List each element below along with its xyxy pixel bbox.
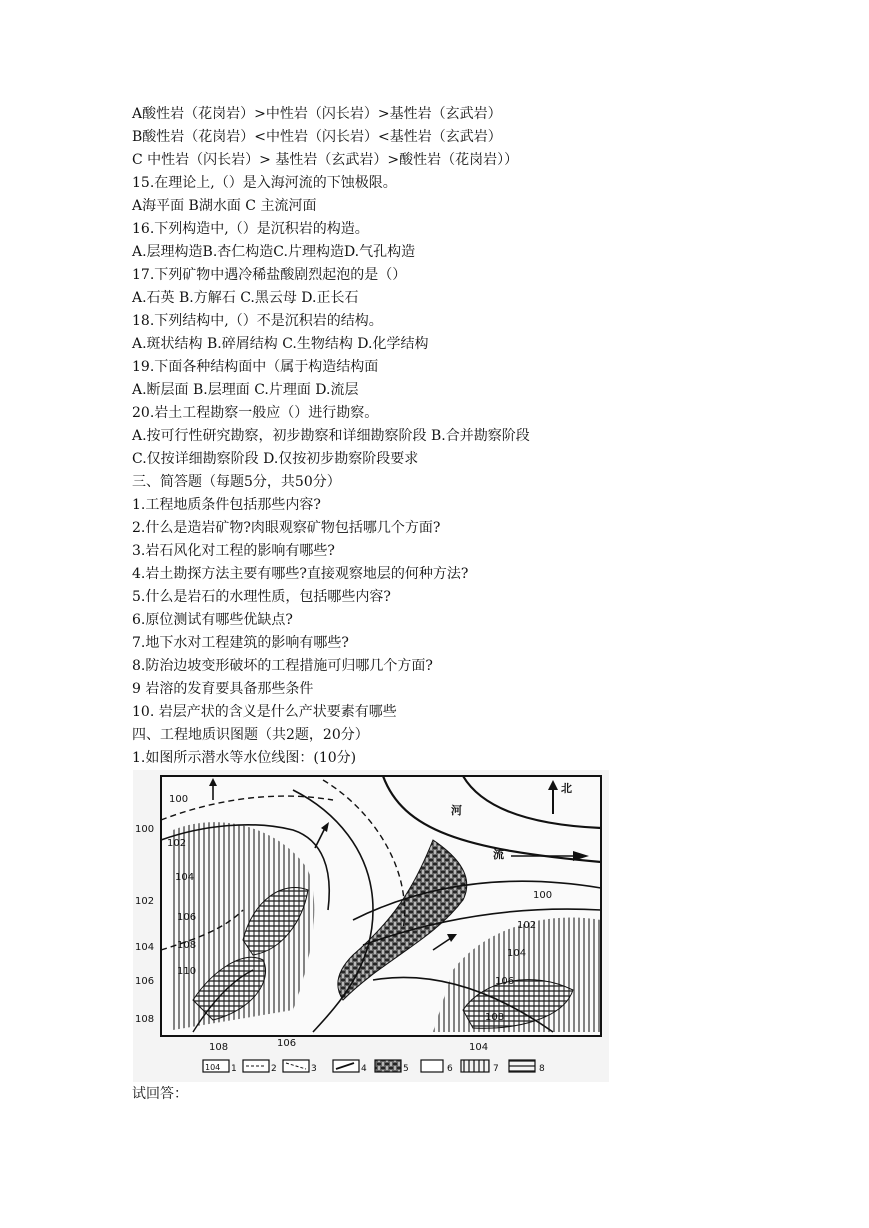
svg-text:6: 6: [447, 1064, 453, 1074]
contour-map-figure: [133, 770, 609, 1082]
bottom-label: 106: [277, 1038, 297, 1049]
text-line: A.层理构造B.杏仁构造C.片理构造D.气孔构造: [132, 244, 416, 260]
map-legend: [203, 1060, 545, 1074]
river-label-2: 流: [493, 848, 504, 861]
text-line: 20.岩土工程勘察一般应（）进行勘察。: [132, 405, 379, 421]
text-line: 7.地下水对工程建筑的影响有哪些?: [132, 635, 349, 651]
bottom-label: 108: [209, 1042, 229, 1053]
text-line: 6.原位测试有哪些优缺点?: [132, 612, 293, 628]
text-line: A海平面 B湖水面 C 主流河面: [132, 198, 317, 214]
axis-label: 108: [135, 1014, 155, 1025]
text-line: 4.岩土勘探方法主要有哪些?直接观察地层的何种方法?: [132, 566, 469, 582]
text-line: A.断层面 B.层理面 C.片理面 D.流层: [132, 382, 359, 398]
groundwater-contour-map: [133, 770, 609, 1082]
north-label: 北: [561, 782, 572, 795]
text-line: 9 岩溶的发育要具备那些条件: [132, 681, 314, 697]
text-line: A.石英 B.方解石 C.黑云母 D.正长石: [132, 290, 359, 306]
text-line: C.仅按详细勘察阶段 D.仅按初步勘察阶段要求: [132, 451, 419, 467]
text-line: 三、简答题（每题5分，共50分）: [132, 474, 341, 490]
contour-label: 108: [177, 940, 197, 951]
contour-label: 108: [485, 1012, 505, 1023]
svg-text:7: 7: [493, 1064, 499, 1074]
axis-label: 100: [135, 824, 155, 835]
text-line: 19.下面各种结构面中（属于构造结构面: [132, 359, 379, 375]
text-line: A.按可行性研究勘察，初步勘察和详细勘察阶段 B.合并勘察阶段: [132, 428, 530, 444]
text-line: A.斑状结构 B.碎屑结构 C.生物结构 D.化学结构: [132, 336, 429, 352]
contour-label: 110: [177, 966, 197, 977]
svg-text:4: 4: [361, 1064, 367, 1074]
text-line: C 中性岩（闪长岩）> 基性岩（玄武岩）>酸性岩（花岗岩））: [132, 152, 519, 168]
svg-text:1: 1: [231, 1064, 237, 1074]
text-line: 18.下列结构中,（）不是沉积岩的结构。: [132, 313, 383, 329]
contour-label: 102: [167, 838, 187, 849]
axis-label: 104: [135, 942, 155, 953]
river-label-1: 河: [451, 804, 462, 817]
bottom-label: 104: [469, 1042, 489, 1053]
contour-label: 102: [517, 920, 537, 931]
axis-label: 106: [135, 976, 155, 987]
text-line: 3.岩石风化对工程的影响有哪些?: [132, 543, 335, 559]
contour-label: 104: [175, 872, 195, 883]
text-line: 10. 岩层产状的含义是什么产状要素有哪些: [132, 704, 397, 720]
svg-text:5: 5: [403, 1064, 409, 1074]
text-line: B酸性岩（花岗岩）<中性岩（闪长岩）<基性岩（玄武岩）: [132, 129, 502, 145]
svg-text:8: 8: [539, 1064, 545, 1074]
text-line: 1.工程地质条件包括那些内容?: [132, 497, 321, 513]
contour-label: 106: [177, 912, 197, 923]
svg-text:2: 2: [271, 1064, 277, 1074]
text-line: 17.下列矿物中遇冷稀盐酸剧烈起泡的是（）: [132, 267, 407, 283]
answer-prompt: 试回答：: [132, 1086, 188, 1102]
svg-text:104: 104: [205, 1063, 221, 1072]
text-line: 15.在理论上,（）是入海河流的下蚀极限。: [132, 175, 397, 191]
text-line: A酸性岩（花岗岩）>中性岩（闪长岩）>基性岩（玄武岩）: [132, 106, 502, 122]
contour-label: 106: [495, 976, 515, 987]
axis-label: 102: [135, 896, 155, 907]
text-line: 四、工程地质识图题（共2题，20分）: [132, 727, 369, 743]
contour-label: 100: [169, 794, 189, 805]
text-line: 16.下列构造中,（）是沉积岩的构造。: [132, 221, 369, 237]
text-line: 5.什么是岩石的水理性质，包括哪些内容?: [132, 589, 391, 605]
text-line: 2.什么是造岩矿物?肉眼观察矿物包括哪几个方面?: [132, 520, 441, 536]
text-line: 8.防治边坡变形破坏的工程措施可归哪几个方面?: [132, 658, 433, 674]
contour-label: 104: [507, 948, 527, 959]
text-line: 1.如图所示潜水等水位线图：(10分): [132, 750, 357, 766]
svg-text:3: 3: [311, 1064, 317, 1074]
contour-label: 100: [533, 890, 553, 901]
